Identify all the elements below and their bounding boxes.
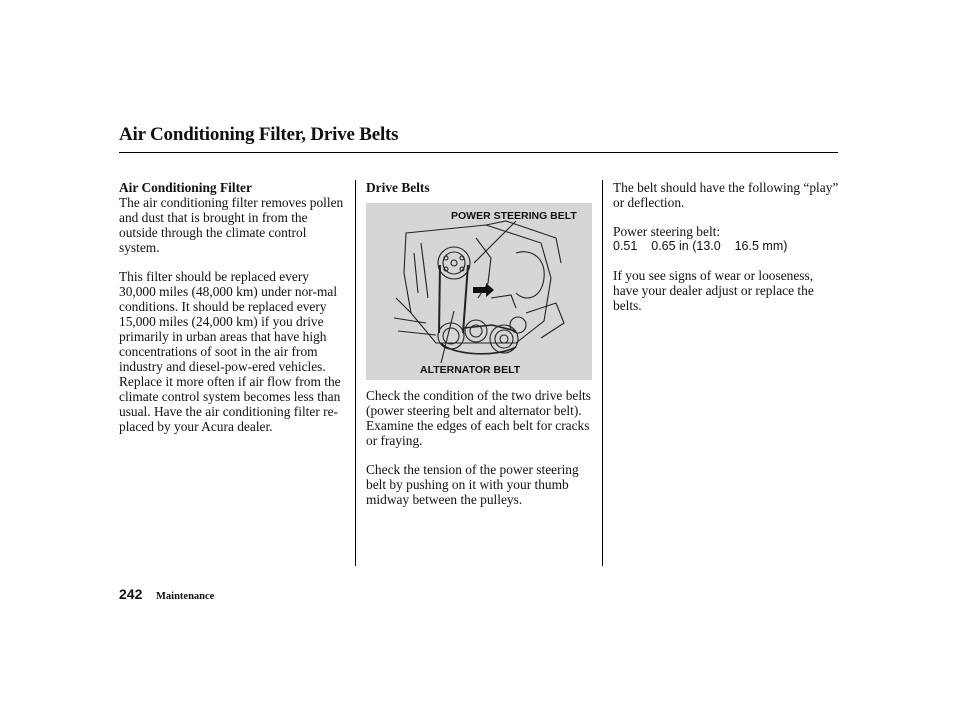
- paragraph: Check the condition of the two drive belts (power steering belt and alternator belt). Examine the edges of each belt for cracks or fraying.: [366, 388, 591, 448]
- column-belt-spec: [613, 180, 841, 327]
- column-drive-belts: [366, 180, 594, 521]
- paragraph: This filter should be replaced every 30,000 miles (48,000 km) under nor-mal conditions. It should be replaced every 15,000 miles (24,000 km) if you drive primarily in urban areas that have high concentrations of soot in the air from industry and diesel-pow-ered vehicles. Replace it more often if air flow from the climate control system becomes less than usual. Have the air conditioning filter re-placed by your Acura dealer.: [119, 269, 341, 434]
- column-ac-filter: [119, 180, 347, 448]
- title-divider: [119, 152, 838, 153]
- column-divider: [355, 180, 356, 566]
- section-name: Maintenance: [156, 591, 215, 602]
- section-heading: Drive Belts: [366, 180, 430, 195]
- page-title: Air Conditioning Filter, Drive Belts: [119, 124, 399, 145]
- paragraph: The air conditioning filter removes pollen and dust that is brought in from the outside through the climate control system.: [119, 195, 344, 255]
- alternator-belt-label: ALTERNATOR BELT: [420, 364, 521, 376]
- page-number: 242: [119, 586, 143, 602]
- paragraph: The belt should have the following “play” or deflection.: [613, 180, 839, 210]
- column-divider: [602, 180, 603, 566]
- belt-diagram: [366, 203, 592, 380]
- spec-value: 0.51 0.65 in (13.0 16.5 mm): [613, 239, 788, 253]
- engine-belt-illustration: [366, 203, 592, 380]
- spec-label: Power steering belt:: [613, 224, 721, 239]
- power-steering-belt-label: POWER STEERING BELT: [451, 210, 577, 222]
- paragraph: If you see signs of wear or looseness, have your dealer adjust or replace the belts.: [613, 268, 814, 313]
- paragraph: Check the tension of the power steering belt by pushing on it with your thumb midway between the pulleys.: [366, 462, 579, 507]
- section-heading: Air Conditioning Filter: [119, 180, 252, 195]
